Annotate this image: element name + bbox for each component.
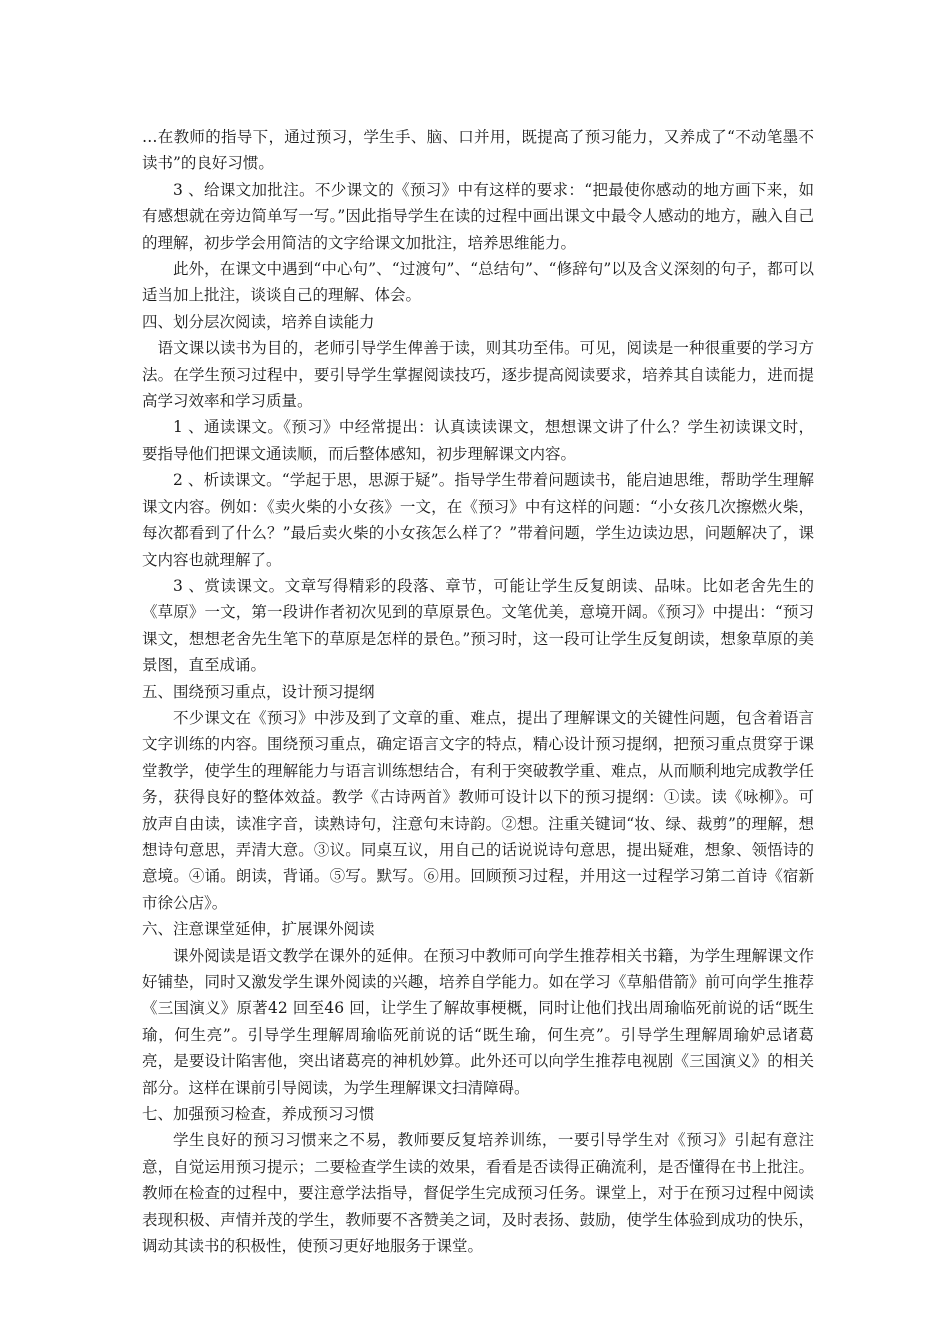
document-page <box>142 124 814 1259</box>
paragraph-7: 2 、析读课文。“学起于思，思源于疑”。指导学生带着问题读书，能启迪思维，帮助学生理解课文内容。例如：《卖火柴的小女孩》一文，在《预习》中有这样的问题：“小女孩几次擦燃火柴，每次都看到了什么？”最后卖火柴的小女孩怎么样了？”带着问题，学生边读边思，问题解决了，课文内容也就理解了。 <box>142 471 814 569</box>
paragraph-10: 不少课文在《预习》中涉及到了文章的重、难点，提出了理解课文的关键性问题，包含着语言文字训练的内容。围绕预习重点，确定语言文字的特点，精心设计预习提纲，把预习重点贯穿于课堂教学，使学生的理解能力与语言训练想结合，有利于突破教学重、难点，从而顺利地完成教学任务，获得良好的整体效益。教学《古诗两首》教师可设计以下的预习提纲：①读。读《咏柳》。可放声自由读，读准字音，读熟诗句，注意句末诗韵。②想。注重关键词“妆、绿、裁剪”的理解，想想诗句意思，弄清大意。③议。同桌互议，用自己的话说说诗句意思，提出疑难，想象、领悟诗的意境。④诵。朗读，背诵。⑤写。默写。⑥用。回顾预习过程，并用这一过程学习第二首诗《宿新市徐公店》。 <box>142 708 814 912</box>
section-heading-4: 四、划分层次阅读，培养自读能力 <box>142 312 375 331</box>
paragraph-8: 3 、赏读课文。文章写得精彩的段落、章节，可能让学生反复朗读、品味。比如老舍先生的《草原》一文，第一段讲作者初次见到的草原景色。文笔优美，意境开阔。《预习》中提出：“预习课文，想想老舍先生笔下的草原是怎样的景色。”预习时，这一段可让学生反复朗读，想象草原的美景图，直至成诵。 <box>142 576 814 675</box>
paragraph-2: 3 、给课文加批注。不少课文的《预习》中有这样的要求：“把最使你感动的地方画下来，如有感想就在旁边简单写一写。”因此指导学生在读的过程中画出课文中最令人感动的地方，融入自己的理解，初步学会用简洁的文字给课文加批注，培养思维能力。 <box>142 180 814 252</box>
section-heading-6: 六、注意课堂延伸，扩展课外阅读 <box>142 920 375 939</box>
section-heading-5: 五、围绕预习重点，设计预习提纲 <box>142 682 375 701</box>
paragraph-6: 1 、通读课文。《预习》中经常提出：认真读读课文，想想课文讲了什么？学生初读课文时，要指导他们把课文通读顺，而后整体感知，初步理解课文内容。 <box>142 418 814 463</box>
paragraph-14: 学生良好的预习习惯来之不易，教师要反复培养训练，一要引导学生对《预习》引起有意注意，自觉运用预习提示；二要检查学生读的效果，看看是否读得正确流利，是否懂得在书上批注。教师在检查的过程中，要注意学法指导，督促学生完成预习任务。课堂上，对于在预习过程中阅读表现积极、声情并茂的学生，教师要不吝赞美之词，及时表扬、鼓励，使学生体验到成功的快乐，调动其读书的积极性，使预习更好地服务于课堂。 <box>142 1131 814 1256</box>
paragraph-5: 语文课以读书为目的，老师引导学生俾善于读，则其功至伟。可见，阅读是一种很重要的学习方法。在学生预习过程中，要引导学生掌握阅读技巧，逐步提高阅读要求，培养其自读能力，进而提高学习效率和学习质量。 <box>142 339 814 411</box>
paragraph-12: 课外阅读是语文教学在课外的延伸。在预习中教师可向学生推荐相关书籍，为学生理解课文作好铺垫，同时又激发学生课外阅读的兴趣，培养自学能力。如在学习《草船借箭》前可向学生推荐《三国演义》原著42 回至46 回，让学生了解故事梗概，同时让他们找出周瑜临死前说的话“既生瑜，何生亮”。引导学生理解周瑜临死前说的话“既生瑜，何生亮”。引导学生理解周瑜妒忌诸葛亮，是要设计陷害他，突出诸葛亮的神机妙算。此外还可以向学生推荐电视剧《三国演义》的相关部分。这样在课前引导阅读，为学生理解课文扫清障碍。 <box>142 946 814 1097</box>
section-heading-7: 七、加强预习检查，养成预习习惯 <box>142 1105 375 1124</box>
paragraph-1: …在教师的指导下，通过预习，学生手、脑、口并用，既提高了预习能力，又养成了“不动笔墨不读书”的良好习惯。 <box>142 128 814 173</box>
paragraph-3: 此外，在课文中遇到“中心句”、“过渡句”、“总结句”、“修辞句”以及含义深刻的句子，都可以适当加上批注，谈谈自己的理解、体会。 <box>142 260 814 305</box>
